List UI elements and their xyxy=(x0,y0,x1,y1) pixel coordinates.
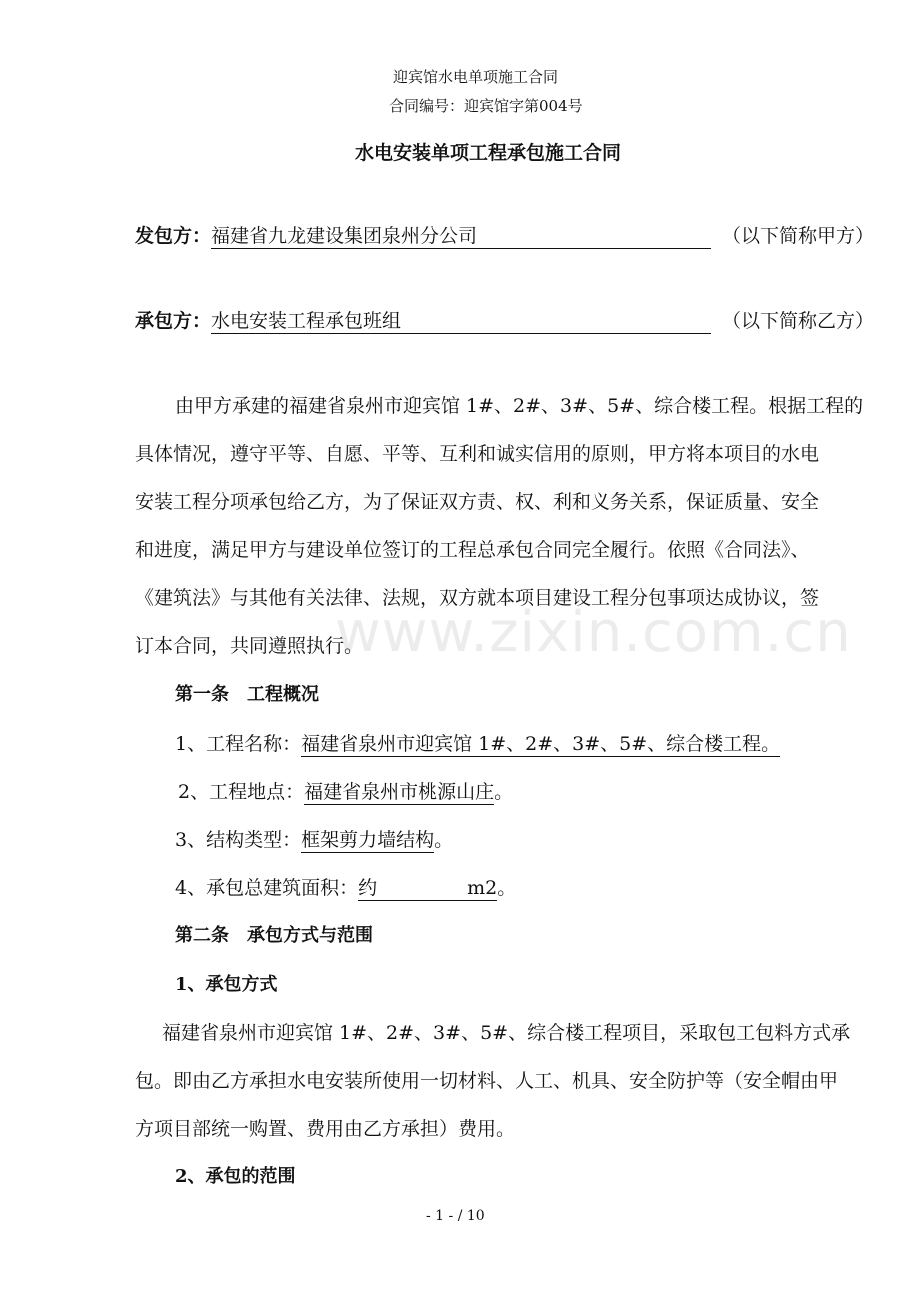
party-b-suffix: （以下简称乙方） xyxy=(722,310,875,332)
item-4-value-a: 约 xyxy=(358,877,378,899)
intro-line: 《建筑法》与其他有关法律、法规，双方就本项目建设工程分包事项达成协议，签 xyxy=(135,587,820,609)
item-3-end: 。 xyxy=(434,829,454,851)
article-2-line: 包。即由乙方承担水电安装所使用一切材料、人工、机具、安全防护等（安全帽由甲 xyxy=(135,1070,839,1092)
party-a-label: 发包方： xyxy=(135,225,212,247)
intro-line: 和进度，满足甲方与建设单位签订的工程总承包合同完全履行。依照《合同法》、 xyxy=(135,539,810,561)
intro-line: 由甲方承建的福建省泉州市迎宾馆 1#、2#、3#、5#、综合楼工程。根据工程的 xyxy=(175,395,864,417)
article-2-sub-1: 1、承包方式 xyxy=(175,974,278,995)
article-1-item-2 xyxy=(178,777,513,805)
item-3-value: 框架剪力墙结构 xyxy=(301,825,434,853)
item-2-value: 福建省泉州市桃源山庄 xyxy=(304,777,494,805)
item-2-end: 。 xyxy=(494,781,514,803)
item-2-label: 2、工程地点： xyxy=(178,781,305,803)
party-a-name: 福建省九龙建设集团泉州分公司 xyxy=(211,221,711,249)
article-2-sub-2: 2、承包的范围 xyxy=(175,1166,296,1187)
party-b-row xyxy=(135,306,711,334)
party-a-suffix: （以下简称甲方） xyxy=(722,225,875,247)
article-1-item-4 xyxy=(175,873,516,901)
item-4-end: 。 xyxy=(497,877,517,899)
article-2-line: 福建省泉州市迎宾馆 1#、2#、3#、5#、综合楼工程项目，采取包工包料方式承 xyxy=(162,1022,851,1044)
intro-line: 订本合同，共同遵照执行。 xyxy=(135,635,364,657)
article-1-heading: 第一条 工程概况 xyxy=(175,684,319,705)
item-4-value-b: m2 xyxy=(467,877,498,899)
item-1-label: 1、工程名称： xyxy=(175,733,302,755)
item-4-label: 4、承包总建筑面积： xyxy=(175,877,359,899)
party-a-row xyxy=(135,221,711,249)
article-2-heading: 第二条 承包方式与范围 xyxy=(175,925,373,946)
article-1-item-3 xyxy=(175,825,453,853)
intro-line: 安装工程分项承包给乙方，为了保证双方责、权、利和义务关系，保证质量、安全 xyxy=(135,491,820,513)
party-b-label: 承包方： xyxy=(135,310,212,332)
document-title: 水电安装单项工程承包施工合同 xyxy=(355,142,622,164)
article-2-line: 方项目部统一购置、费用由乙方承担）费用。 xyxy=(135,1118,516,1140)
header-contract-no: 合同编号：迎宾馆字第004号 xyxy=(389,97,583,115)
page-number: - 1 - / 10 xyxy=(426,1208,485,1224)
article-1-item-1 xyxy=(175,729,780,757)
watermark-text: www.zixin.com.cn xyxy=(335,600,852,665)
item-3-label: 3、结构类型： xyxy=(175,829,302,851)
item-4-value xyxy=(358,873,497,901)
party-b-name: 水电安装工程承包班组 xyxy=(211,306,711,334)
intro-line: 具体情况，遵守平等、自愿、平等、互利和诚实信用的原则，甲方将本项目的水电 xyxy=(135,443,820,465)
item-1-value: 福建省泉州市迎宾馆 1#、2#、3#、5#、综合楼工程。 xyxy=(301,729,780,757)
header-doc-name: 迎宾馆水电单项施工合同 xyxy=(393,68,559,86)
